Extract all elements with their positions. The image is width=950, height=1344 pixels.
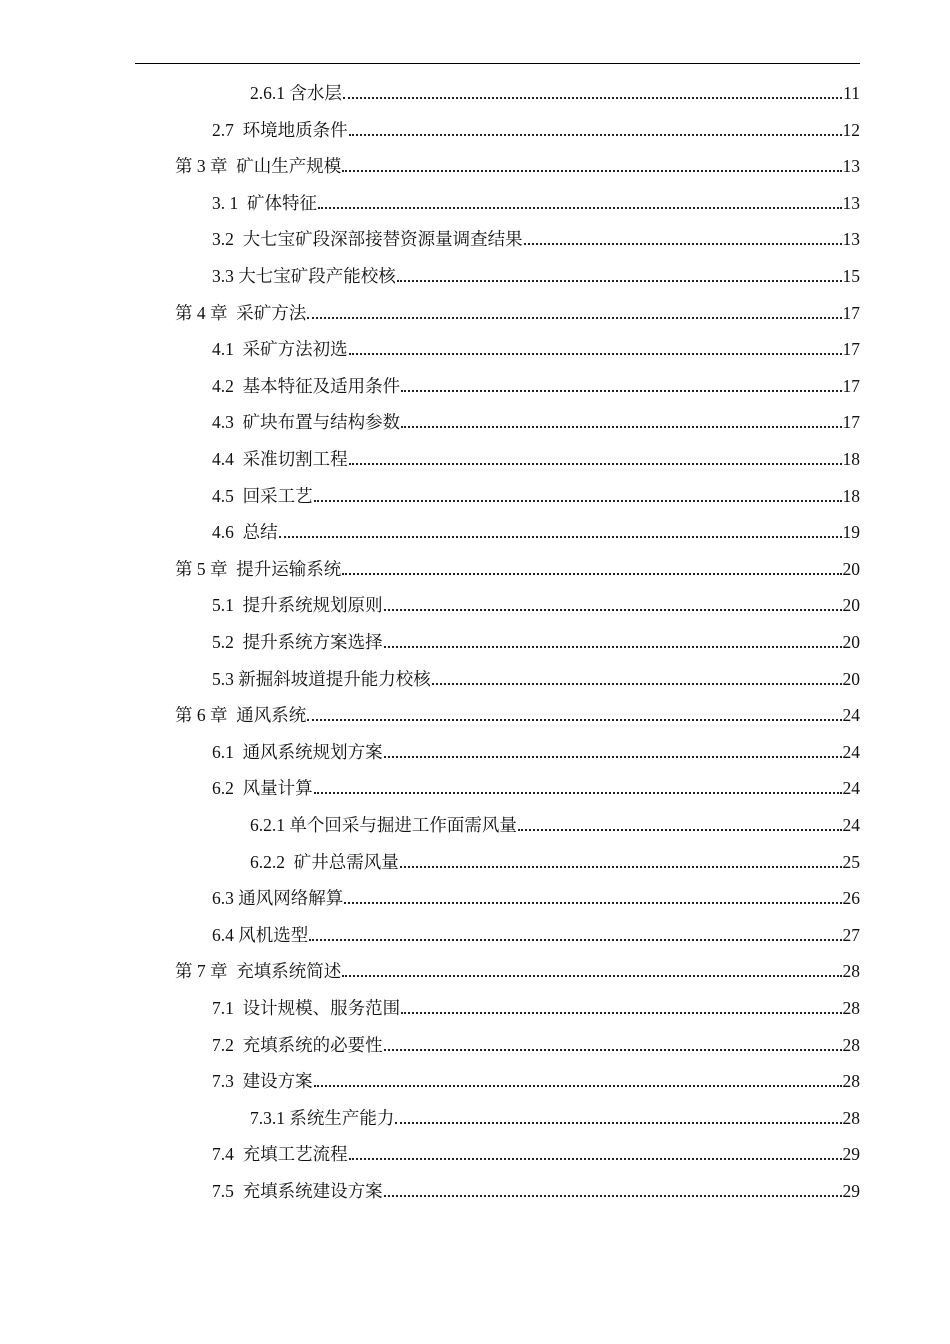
toc-entry-page-number: 18 xyxy=(842,485,860,506)
toc-entry[interactable] xyxy=(212,1020,860,1056)
toc-entry[interactable] xyxy=(175,141,860,177)
toc-entry-title: 2.7 环境地质条件 xyxy=(212,119,348,140)
toc-entry-title: 6.3 通风网络解算 xyxy=(212,888,344,909)
toc-entry[interactable] xyxy=(212,507,860,543)
toc-entry-title: 7.2 充填系统的必要性 xyxy=(212,1034,383,1055)
toc-entry[interactable] xyxy=(212,983,860,1019)
toc-dot-leader xyxy=(314,500,842,502)
toc-entry[interactable] xyxy=(212,471,860,507)
toc-entry-page-number: 28 xyxy=(842,1034,860,1055)
toc-entry-title: 3.2 大七宝矿段深部接替资源量调查结果 xyxy=(212,229,523,250)
toc-entry-page-number: 17 xyxy=(842,412,860,433)
toc-entry-page-number: 20 xyxy=(842,632,860,652)
toc-entry[interactable] xyxy=(212,434,860,470)
toc-dot-leader xyxy=(344,902,841,904)
toc-entry-title: 4.3 矿块布置与结构参数 xyxy=(212,412,401,433)
toc-dot-leader xyxy=(395,1122,841,1124)
toc-entry[interactable] xyxy=(212,580,860,616)
toc-dot-leader xyxy=(349,1158,842,1160)
toc-entry[interactable] xyxy=(212,397,860,433)
toc-dot-leader xyxy=(401,390,841,392)
toc-dot-leader xyxy=(342,975,841,977)
toc-dot-leader xyxy=(349,463,842,465)
toc-entry[interactable] xyxy=(212,361,860,397)
toc-entry-page-number: 17 xyxy=(842,339,860,360)
toc-dot-leader xyxy=(384,1195,842,1197)
toc-entry-title: 4.5 回采工艺 xyxy=(212,485,313,506)
toc-dot-leader xyxy=(518,829,842,831)
toc-entry[interactable] xyxy=(212,214,860,250)
toc-entry-title: 4.6 总结 xyxy=(212,522,278,543)
toc-entry[interactable] xyxy=(175,544,860,580)
toc-entry[interactable] xyxy=(212,910,860,946)
toc-entry-page-number: 28 xyxy=(842,961,860,982)
toc-entry-page-number: 24 xyxy=(842,741,860,762)
toc-entry-page-number: 18 xyxy=(842,449,860,469)
toc-entry[interactable] xyxy=(212,251,860,287)
toc-entry[interactable] xyxy=(175,690,860,726)
toc-dot-leader xyxy=(318,207,842,209)
toc-entry-title: 3.3 大七宝矿段产能校核 xyxy=(212,266,396,286)
toc-entry-page-number: 13 xyxy=(842,192,860,213)
toc-entry[interactable] xyxy=(250,837,860,873)
toc-entry-title: 5.2 提升系统方案选择 xyxy=(212,632,383,652)
toc-dot-leader xyxy=(343,97,842,99)
toc-entry-page-number: 17 xyxy=(842,375,860,396)
toc-entry-page-number: 26 xyxy=(842,888,860,909)
toc-dot-leader xyxy=(314,1085,842,1087)
toc-entry-title: 5.3 新掘斜坡道提升能力校核 xyxy=(212,668,431,689)
toc-dot-leader xyxy=(384,646,842,648)
toc-dot-leader xyxy=(524,243,842,245)
toc-entry-title: 7.1 设计规模、服务范围 xyxy=(212,998,401,1018)
toc-entry[interactable] xyxy=(212,1056,860,1092)
toc-entry[interactable] xyxy=(250,68,860,104)
toc-entry-title: 6.2 风量计算 xyxy=(212,778,313,799)
toc-entry-page-number: 28 xyxy=(842,1071,860,1092)
toc-entry-page-number: 24 xyxy=(842,778,860,799)
toc-entry-title: 7.3.1 系统生产能力 xyxy=(250,1107,395,1128)
toc-entry-title: 4.1 采矿方法初选 xyxy=(212,339,348,360)
toc-entry-page-number: 12 xyxy=(842,119,860,140)
toc-dot-leader xyxy=(401,426,841,428)
toc-dot-leader xyxy=(384,756,842,758)
toc-entry-title: 7.3 建设方案 xyxy=(212,1071,313,1092)
toc-entry[interactable] xyxy=(212,727,860,763)
toc-dot-leader xyxy=(309,939,841,941)
toc-entry-title: 第 4 章 采矿方法 xyxy=(175,302,307,323)
toc-entry[interactable] xyxy=(212,324,860,360)
toc-dot-leader xyxy=(349,134,842,136)
toc-entry-page-number: 25 xyxy=(842,851,860,872)
toc-entry-page-number: 24 xyxy=(842,705,860,726)
toc-entry[interactable] xyxy=(212,654,860,690)
toc-dot-leader xyxy=(342,573,841,575)
toc-dot-leader xyxy=(401,1012,841,1014)
toc-entry-page-number: 24 xyxy=(842,815,860,835)
toc-entry-page-number: 28 xyxy=(842,998,860,1018)
toc-entry[interactable] xyxy=(212,1166,860,1202)
toc-entry-title: 第 6 章 通风系统 xyxy=(175,705,307,726)
toc-entry-title: 7.5 充填系统建设方案 xyxy=(212,1181,383,1201)
toc-entry-page-number: 29 xyxy=(842,1181,860,1201)
toc-entry[interactable] xyxy=(175,288,860,324)
toc-entry-title: 2.6.1 含水层 xyxy=(250,83,342,103)
toc-entry-page-number: 28 xyxy=(842,1107,860,1128)
toc-entry-title: 5.1 提升系统规划原则 xyxy=(212,595,383,616)
toc-dot-leader xyxy=(349,353,842,355)
toc-dot-leader xyxy=(400,866,842,868)
toc-dot-leader xyxy=(342,170,841,172)
toc-entry[interactable] xyxy=(250,800,860,836)
toc-entry-title: 4.2 基本特征及适用条件 xyxy=(212,375,401,396)
toc-entry-page-number: 17 xyxy=(842,302,860,323)
toc-dot-leader xyxy=(307,317,841,319)
toc-entry-title: 4.4 采准切割工程 xyxy=(212,449,348,469)
toc-dot-leader xyxy=(384,609,842,611)
toc-entry[interactable] xyxy=(212,105,860,141)
toc-entry[interactable] xyxy=(175,946,860,982)
toc-entry[interactable] xyxy=(212,178,860,214)
toc-entry-title: 3. 1 矿体特征 xyxy=(212,192,317,213)
toc-entry-page-number: 20 xyxy=(842,668,860,689)
toc-entry-title: 6.2.2 矿井总需风量 xyxy=(250,851,399,872)
toc-entry-page-number: 20 xyxy=(842,558,860,579)
toc-entry-title: 第 5 章 提升运输系统 xyxy=(175,558,342,579)
toc-entry-title: 第 7 章 充填系统简述 xyxy=(175,961,342,982)
header-rule xyxy=(135,63,860,64)
toc-dot-leader xyxy=(384,1049,842,1051)
toc-entry-page-number: 13 xyxy=(842,156,860,177)
toc-entry-title: 第 3 章 矿山生产规模 xyxy=(175,156,342,177)
toc-entry-page-number: 15 xyxy=(842,266,860,286)
toc-entry-title: 6.2.1 单个回采与掘进工作面需风量 xyxy=(250,815,517,835)
toc-entry[interactable] xyxy=(212,763,860,799)
toc-dot-leader xyxy=(314,792,842,794)
toc-dot-leader xyxy=(279,536,842,538)
toc-entry-title: 6.1 通风系统规划方案 xyxy=(212,741,383,762)
toc-entry-title: 6.4 风机选型 xyxy=(212,924,309,945)
toc-dot-leader xyxy=(432,683,842,685)
toc-entry-page-number: 13 xyxy=(842,229,860,250)
toc-dot-leader xyxy=(307,719,841,721)
toc-dot-leader xyxy=(397,280,842,282)
toc-entry-title: 7.4 充填工艺流程 xyxy=(212,1144,348,1165)
toc-entry-page-number: 29 xyxy=(842,1144,860,1165)
toc-entry[interactable] xyxy=(212,617,860,653)
toc-entry-page-number: 20 xyxy=(842,595,860,616)
toc-entry[interactable] xyxy=(250,1093,860,1129)
toc-entry-page-number: 27 xyxy=(842,924,860,945)
toc-entry-page-number: 11 xyxy=(843,83,860,103)
toc-entry[interactable] xyxy=(212,1129,860,1165)
toc-entry-page-number: 19 xyxy=(842,522,860,543)
toc-entry[interactable] xyxy=(212,873,860,909)
